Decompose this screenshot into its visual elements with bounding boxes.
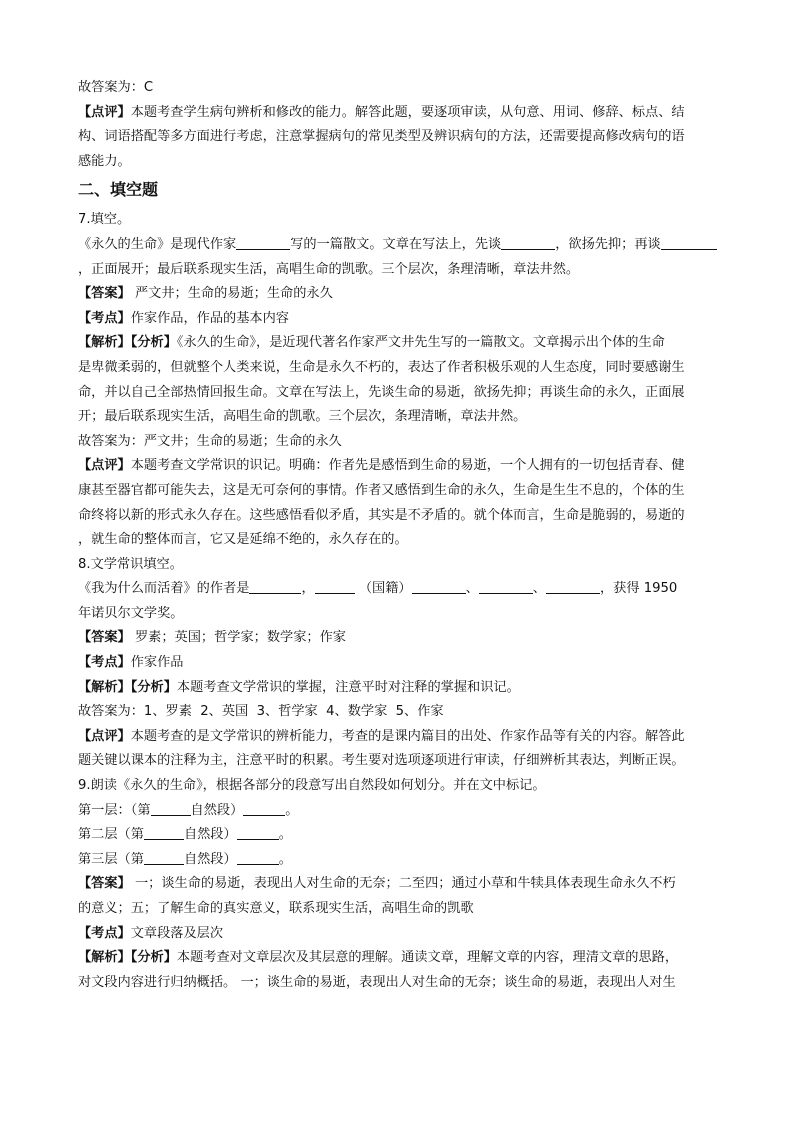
blank[interactable]	[249, 579, 301, 594]
blank[interactable]	[237, 825, 279, 840]
blank[interactable]	[236, 235, 290, 250]
section-heading: 二、填空题	[78, 180, 159, 200]
q8-question: 《我为什么而活着》的作者是 ， （国籍） 、 、 ，获得 1950	[78, 581, 678, 597]
comment-line: 构、词语搭配等多方面进行考虑，注意掌握病句的常见类型及辨识病句的方法，还需要提高修改病句的语	[78, 129, 685, 145]
answer-line: 故答案为：C	[78, 80, 154, 95]
blank[interactable]	[243, 801, 285, 816]
answer-tag: 【答案】	[78, 630, 131, 646]
blank[interactable]	[661, 235, 717, 250]
q9-answer: 的意义；五；了解生命的真实意义，联系现实生活，高唱生命的凯歌	[78, 901, 474, 916]
q7-comment: 命终将以新的形式永久存在。这些感悟看似矛盾，其实是不矛盾的。就个体而言，生命是脆弱的，易逝的	[78, 507, 685, 523]
q7-comment: ，就生命的整体而言，它又是延绵不绝的，永久存在的。	[78, 532, 408, 548]
analysis-tag: 【解析】【分析】	[78, 335, 177, 351]
blank[interactable]	[151, 801, 191, 816]
blank[interactable]	[501, 235, 555, 250]
analysis-tag: 【解析】【分析】	[78, 679, 177, 695]
q8-analysis: 【解析】【分析】本题考查文学常识的掌握，注意平时对注释的掌握和识记。	[78, 679, 520, 695]
answer-tag: 【答案】	[78, 876, 131, 892]
q9-layer-3: 第三层（第 自然段） 。	[78, 851, 292, 867]
answer-tag: 【答案】	[78, 286, 131, 302]
q7-question: 《永久的生命》是现代作家 写的一篇散文。文章在写法上，先谈 ，欲扬先抑；再谈	[78, 233, 718, 258]
q9-answer: 【答案】 一；谈生命的易逝，表现出人对生命的无奈；二至四；通过小草和牛犊具体表现生命永久不朽	[78, 876, 676, 892]
q9-point: 【考点】文章段落及层次	[78, 925, 224, 941]
q8-final: 故答案为：1、罗素 2、英国 3、哲学家 4、数学家 5、作家	[78, 704, 444, 720]
comment-tag: 【点评】	[78, 728, 131, 744]
blank[interactable]	[412, 579, 466, 594]
q7-title: 7.填空。	[78, 212, 131, 228]
q7-point: 【考点】作家作品，作品的基本内容	[78, 310, 289, 326]
q7-analysis: 是卑微柔弱的，但就整个人类来说，生命是永久不朽的，表达了作者积极乐观的人生态度，同时要感谢生	[78, 359, 685, 375]
q7-answer: 【答案】 严文井；生命的易逝；生命的永久	[78, 286, 333, 302]
q8-comment: 题关键以课本的注释为主，注意平时的积累。考生要对选项逐项进行审读，仔细辨析其表达，判断正误。	[78, 753, 685, 769]
q9-analysis: 对文段内容进行归纳概括。 一；谈生命的易逝，表现出人对生命的无奈；谈生命的易逝，表现出人对生	[78, 974, 676, 990]
q8-question: 年诺贝尔文学奖。	[78, 605, 184, 621]
blank[interactable]	[237, 850, 279, 865]
q7-final: 故答案为：严文井；生命的易逝；生命的永久	[78, 433, 342, 449]
q7-comment: 【点评】本题考查文学常识的识记。明确：作者先是感悟到生命的易逝，一个人拥有的一切包括青春、健	[78, 458, 685, 474]
comment-tag: 【点评】	[78, 458, 131, 474]
blank[interactable]	[546, 579, 600, 594]
blank[interactable]	[144, 850, 184, 865]
q8-comment: 【点评】本题考查的是文学常识的辨析能力，考查的是课内篇目的出处、作家作品等有关的内容。解答此	[78, 728, 685, 744]
q7-analysis: 开；最后联系现实生活，高唱生命的凯歌。三个层次，条理清晰，章法井然。	[78, 409, 527, 425]
comment-line: 【点评】本题考查学生病句辨析和修改的能力。解答此题，要逐项审读，从句意、用词、修辞、标点、结	[78, 104, 685, 120]
blank[interactable]	[144, 825, 184, 840]
q9-analysis: 【解析】【分析】本题考查对文章层次及其层意的理解。通读文章，理解文章的内容，理清文章的思路，	[78, 950, 679, 966]
analysis-tag: 【解析】【分析】	[78, 950, 177, 966]
point-tag: 【考点】	[78, 925, 131, 941]
comment-tag: 【点评】	[78, 104, 131, 120]
point-tag: 【考点】	[78, 655, 131, 671]
q7-question: ，正面展开；最后联系现实生活，高唱生命的凯歌。三个层次，条理清晰，章法井然。	[78, 261, 580, 277]
q9-layer-1: 第一层：（第 自然段） 。	[78, 802, 299, 818]
q7-comment: 康甚至器官都可能失去，这是无可奈何的事情。作者又感悟到生命的永久，生命是生生不息的，个体的生	[78, 482, 685, 498]
q9-layer-2: 第二层（第 自然段） 。	[78, 827, 292, 843]
blank[interactable]	[315, 579, 355, 594]
document-page	[78, 76, 718, 995]
q8-title: 8.文学常识填空。	[78, 556, 183, 572]
comment-line: 感能力。	[78, 153, 131, 169]
q7-analysis: 【解析】【分析】《永久的生命》，是近现代著名作家严文井先生写的一篇散文。文章揭示出个体的生命	[78, 335, 665, 351]
blank[interactable]	[479, 579, 533, 594]
q8-answer: 【答案】 罗素；英国；哲学家；数学家；作家	[78, 630, 346, 646]
q9-title: 9.朗读《永久的生命》，根据各部分的段意写出自然段如何划分。并在文中标记。	[78, 778, 546, 794]
point-tag: 【考点】	[78, 310, 131, 326]
q7-analysis: 命，并以自己全部热情回报生命。文章在写法上，先谈生命的易逝，欲扬先抑；再谈生命的永久，正面展	[78, 384, 685, 400]
q8-point: 【考点】作家作品	[78, 655, 184, 671]
